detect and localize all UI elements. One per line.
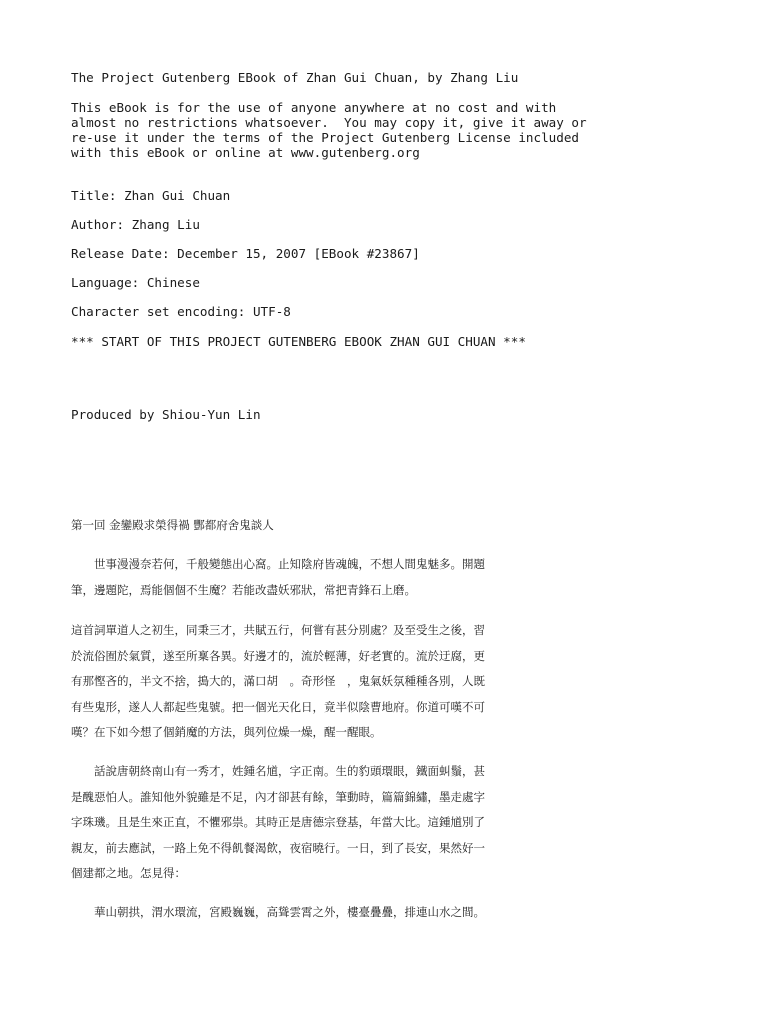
text-line: 話說唐朝終南山有一秀才，姓鍾名馗，字正南。生的豹頭環眼，鐵面虯鬚，甚 xyxy=(71,764,485,778)
text-line: 華山朝拱，渭水環流，宮殿巍巍，高聳雲霄之外，樓臺疊疊，排連山水之間。 xyxy=(71,905,485,919)
paragraph-1 xyxy=(71,552,485,603)
ebook-title: The Project Gutenberg EBook of Zhan Gui Chuan, by Zhang Liu xyxy=(71,70,519,85)
license-line-4: with this eBook or online at www.gutenberg.org xyxy=(71,145,420,160)
paragraph-3 xyxy=(71,759,485,887)
text-line: 親友，前去應試，一路上免不得飢餐渴飲，夜宿曉行。一日，到了長安，果然好一 xyxy=(71,840,485,855)
text-line: 有那慳吝的，半文不捨，搗大的，滿口胡 。奇形怪 ，鬼氣妖氛種種各別，人既 xyxy=(71,674,485,688)
paragraph-2 xyxy=(71,618,485,746)
text-line: 嘆？在下如今想了個銷魔的方法，與列位燥一燥，醒一醒眼。 xyxy=(71,725,382,739)
license-line-1: This eBook is for the use of anyone anywhere at no cost and with xyxy=(71,100,557,115)
text-line: 世事漫漫奈若何，千般變態出心窩。止知陰府皆魂魄，不想人間鬼魅多。開題 xyxy=(71,557,485,571)
text-line: 筆，邊題陀，焉能個個不生魔？若能改盡妖邪狀，常把青鋒石上磨。 xyxy=(71,582,416,597)
text-line: 有些鬼形，遂人人都起些鬼號。把一個光天化日，竟半似陰曹地府。你道可嘆不可 xyxy=(71,699,485,714)
meta-language: Language: Chinese xyxy=(71,275,200,290)
license-line-2: almost no restrictions whatsoever. You may copy it, give it away or xyxy=(71,115,587,130)
text-line: 個建都之地。怎見得： xyxy=(71,866,186,880)
license-line-3: re-use it under the terms of the Project Gutenberg License included xyxy=(71,130,579,145)
chapter-heading: 第一回 金鑾殿求榮得禍 酆都府舍鬼談人 xyxy=(71,518,274,532)
meta-encoding: Character set encoding: UTF-8 xyxy=(71,304,291,319)
text-line: 於流俗囿於氣質，遂至所稟各異。好邊才的，流於輕薄，好老實的。流於迂腐，更 xyxy=(71,648,485,663)
text-line: 這首詞單道人之初生，同秉三才，共賦五行，何嘗有甚分別處？及至受生之後，習 xyxy=(71,623,485,637)
meta-release-date: Release Date: December 15, 2007 [EBook #23867] xyxy=(71,246,420,261)
meta-author: Author: Zhang Liu xyxy=(71,217,200,232)
text-line: 字珠璣。且是生來正直，不懼邪祟。其時正是唐德宗登基，年當大比。這鍾馗別了 xyxy=(71,815,485,829)
paragraph-4 xyxy=(71,900,485,926)
producer-credit: Produced by Shiou-Yun Lin xyxy=(71,407,261,422)
start-marker: *** START OF THIS PROJECT GUTENBERG EBOOK ZHAN GUI CHUAN *** xyxy=(71,334,526,349)
text-line: 是醜惡怕人。誰知他外貌雖是不足，內才卻甚有餘，筆動時，篇篇錦繡，墨走處字 xyxy=(71,789,485,804)
meta-title: Title: Zhan Gui Chuan xyxy=(71,188,231,203)
